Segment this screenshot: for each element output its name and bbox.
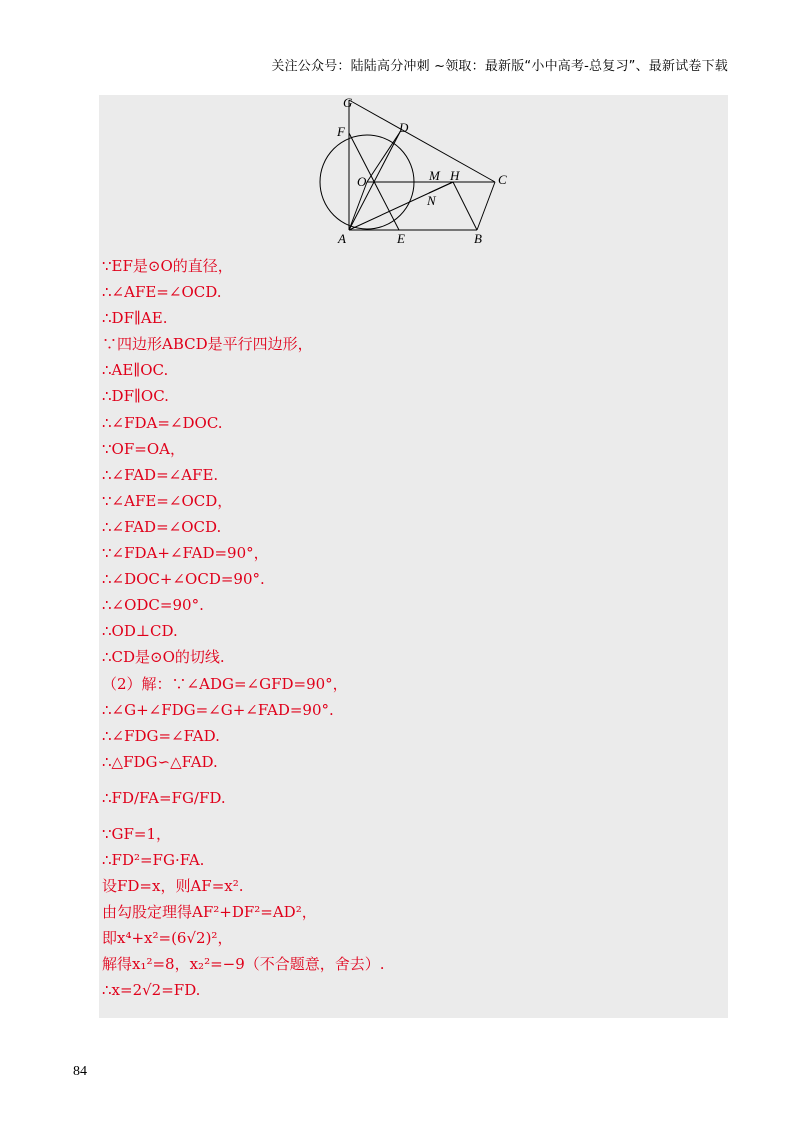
- solution-line: ∴x=2√2=FD.: [102, 981, 201, 1000]
- solution-line: ∵∠FDA+∠FAD=90°，: [102, 544, 269, 563]
- label-n: N: [427, 193, 436, 208]
- page-number: 84: [73, 1064, 87, 1079]
- label-g: G: [343, 95, 353, 110]
- solution-line: （2）解：∵∠ADG=∠GFD=90°，: [102, 674, 348, 693]
- solution-line: ∴CD是⊙O的切线.: [102, 648, 225, 667]
- solution-line: ∴DF∥AE.: [102, 309, 168, 328]
- solution-line: ∴DF∥OC.: [102, 387, 169, 406]
- page-header: 关注公众号：陆陆高分冲刺 ~领取：最新版“小中高考-总复习”、最新试卷下载: [271, 59, 728, 74]
- solution-line: ∵OF=OA，: [102, 439, 185, 458]
- label-b: B: [474, 231, 482, 246]
- solution-line: 即x⁴+x²=(6√2)²，: [102, 929, 233, 948]
- solution-line: ∵EF是⊙O的直径，: [102, 257, 233, 275]
- solution-line: ∵四边形ABCD是平行四边形，: [102, 335, 313, 354]
- solution-line: ∴∠FAD=∠OCD.: [102, 517, 222, 536]
- solution-lines: [102, 253, 722, 1004]
- label-d: D: [399, 120, 409, 135]
- solution-line: ∴△FDG∽△FAD.: [102, 752, 218, 771]
- solution-line: ∴∠DOC+∠OCD=90°.: [102, 570, 265, 589]
- label-f: F: [337, 124, 345, 139]
- solution-line: ∵GF=1，: [102, 824, 172, 843]
- label-a: A: [338, 231, 346, 246]
- solution-line: ∴∠AFE=∠OCD.: [102, 283, 222, 302]
- solution-line: ∴OD⊥CD.: [102, 622, 178, 641]
- geometry-figure: [301, 95, 531, 247]
- solution-line-fraction: ∴FD/FA=FG/FD.: [102, 788, 226, 807]
- solution-line: 设FD=x，则AF=x².: [102, 877, 244, 896]
- solution-line: ∴∠FDA=∠DOC.: [102, 413, 223, 432]
- label-c: C: [498, 172, 507, 187]
- label-m: M: [429, 168, 440, 183]
- label-e: E: [397, 231, 405, 246]
- solution-line: 由勾股定理得AF²+DF²=AD²，: [102, 903, 317, 922]
- solution-line: ∴∠ODC=90°.: [102, 596, 204, 615]
- solution-line: ∵∠AFE=∠OCD，: [102, 491, 233, 510]
- solution-line: ∴AE∥OC.: [102, 361, 169, 380]
- solution-line: ∴FD²=FG·FA.: [102, 850, 205, 869]
- solution-line: ∴∠G+∠FDG=∠G+∠FAD=90°.: [102, 700, 334, 719]
- solution-line: 解得x₁²=8，x₂²=−9（不合题意，舍去）.: [102, 955, 385, 974]
- solution-panel: [99, 95, 728, 1018]
- solution-line: ∴∠FDG=∠FAD.: [102, 726, 220, 745]
- label-h: H: [450, 168, 460, 183]
- solution-line: ∴∠FAD=∠AFE.: [102, 465, 219, 484]
- label-o: O: [357, 174, 367, 189]
